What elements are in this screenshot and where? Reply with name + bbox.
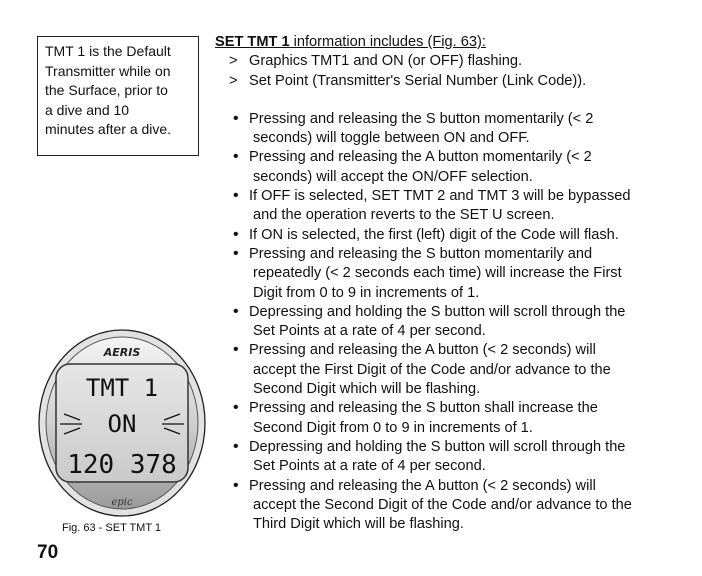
model-logo: epic [111, 497, 133, 508]
line: Second Digit from 0 to 9 in increments of 1. [253, 419, 533, 436]
brand-logo: AERIS [103, 346, 141, 359]
procedure-item [233, 477, 685, 535]
note-line: TMT 1 is the Default [45, 43, 171, 59]
line: Set Points at a rate of 4 per second. [253, 323, 486, 340]
procedure-item [233, 399, 685, 438]
line: and the operation reverts to the SET U screen. [253, 207, 555, 224]
line: • Depressing and holding the S button will scroll through the [249, 303, 626, 320]
lcd-line-tmt: TMT 1 [85, 374, 159, 402]
info-item: > Graphics TMT1 and ON (or OFF) flashing. [229, 52, 685, 71]
note-line: minutes after a dive. [45, 121, 172, 137]
sidebar-note-box [37, 36, 199, 156]
heading-text: information includes (Fig. 63): [289, 34, 486, 50]
procedure-list [233, 110, 685, 535]
heading-bold: SET TMT 1 [215, 34, 290, 50]
line: • Pressing and releasing the A button (< 2 seconds) will [249, 342, 596, 359]
note-line: Transmitter while on [45, 62, 171, 79]
main-text [215, 33, 685, 534]
lcd-line-on: ON [107, 410, 137, 438]
info-item: > Set Point (Transmitter's Serial Number (Link Code)). [229, 72, 685, 91]
procedure-item [233, 438, 685, 477]
line: • If ON is selected, the first (left) digit of the Code will flash. [249, 226, 619, 243]
line: Digit from 0 to 9 in increments of 1. [253, 284, 480, 301]
line: • Depressing and holding the S button will scroll through the [249, 438, 626, 455]
line: accept the First Digit of the Code and/or advance to the [253, 361, 611, 378]
procedure-item [233, 245, 685, 303]
line: Set Points at a rate of 4 per second. [253, 458, 486, 475]
procedure-item [233, 148, 685, 187]
lcd-line-code: 120 378 [67, 450, 177, 480]
line: • If OFF is selected, SET TMT 2 and TMT 3 will be bypassed [249, 188, 631, 205]
note-line: the Surface, prior to [45, 82, 168, 98]
figure-caption: Fig. 63 - SET TMT 1 [62, 522, 162, 534]
procedure-item [233, 110, 685, 149]
line: • Pressing and releasing the S button momentarily (< 2 [249, 110, 594, 127]
line: accept the Second Digit of the Code and/or advance to the [253, 496, 632, 513]
procedure-item [233, 187, 685, 226]
section-heading [215, 33, 685, 52]
line: seconds) will accept the ON/OFF selection. [253, 168, 533, 185]
line: Second Digit which will be flashing. [253, 381, 481, 398]
procedure-item [233, 226, 685, 245]
procedure-item [233, 341, 685, 399]
procedure-item [233, 303, 685, 342]
line: • Pressing and releasing the S button momentarily and [249, 245, 593, 262]
line: • Pressing and releasing the A button (< 2 seconds) will [249, 477, 596, 494]
note-line: a dive and 10 [45, 101, 130, 118]
page-number: 70 [37, 542, 59, 563]
dive-computer-illustration [38, 328, 206, 518]
info-list [229, 52, 685, 91]
line: • Pressing and releasing the A button momentarily (< 2 [249, 149, 592, 166]
line: • Pressing and releasing the S button shall increase the [249, 400, 598, 417]
line: repeatedly (< 2 seconds each time) will increase the First [253, 265, 622, 282]
line: Third Digit which will be flashing. [253, 516, 464, 533]
line: seconds) will toggle between ON and OFF. [253, 130, 530, 147]
